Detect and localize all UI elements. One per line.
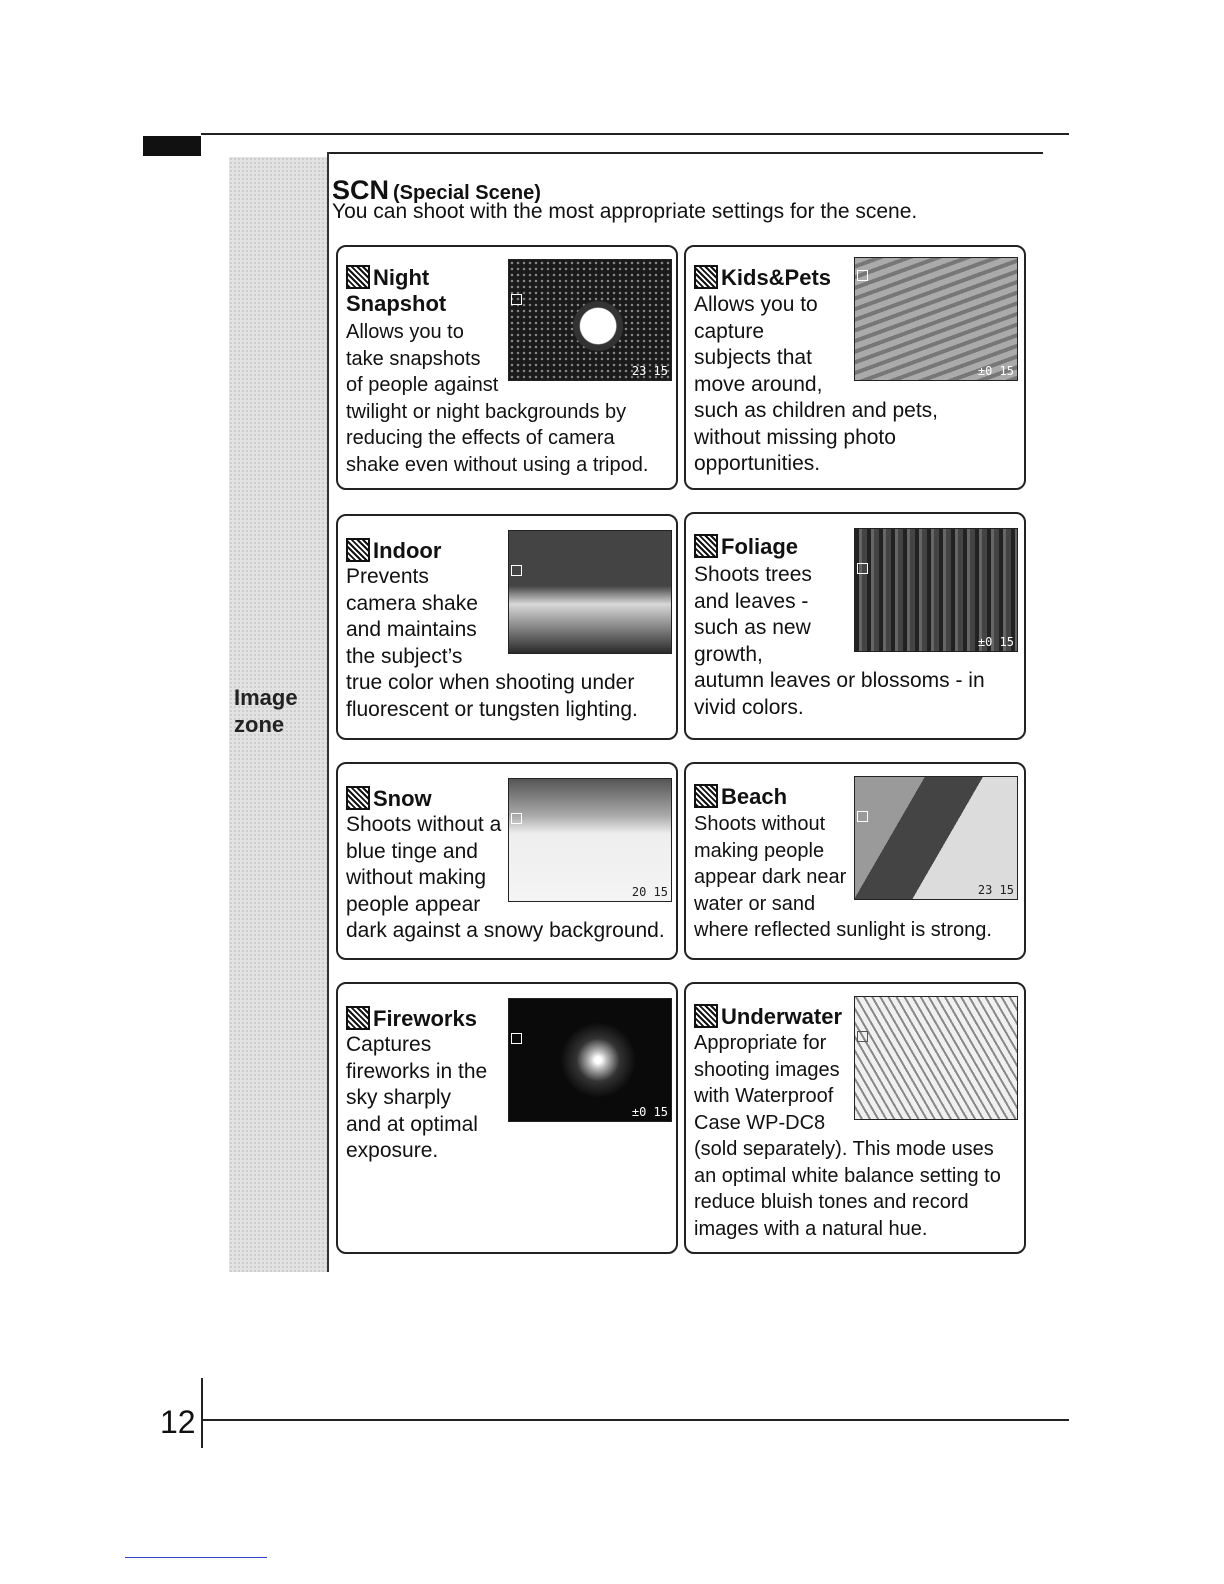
indicator-icon: [857, 270, 868, 281]
card-description: Captures fireworks in the sky sharply and at optimal exposure.: [346, 1033, 488, 1162]
card-title: Foliage: [694, 534, 798, 560]
night-snapshot-icon: [346, 265, 370, 289]
snow-thumbnail: 20 15: [508, 778, 672, 902]
beach-thumbnail: 23 15: [854, 776, 1018, 900]
footer-vertical-rule: [201, 1378, 203, 1448]
card-title: Fireworks: [346, 1006, 477, 1032]
header-rule: [201, 133, 1069, 135]
indicator-icon: [511, 294, 522, 305]
card-description: Allows you to capture subjects that move around, such as children and pets, without missing photo opportunities.: [694, 293, 938, 475]
page-number: 12: [160, 1404, 196, 1440]
card-title: Kids&Pets: [694, 265, 831, 291]
card-foliage: [684, 512, 1026, 740]
beach-icon: [694, 784, 718, 808]
card-description: Prevents camera shake and maintains the subject’s true color when shooting under fluorescent or tungsten lighting.: [346, 565, 638, 721]
section-rule: [327, 152, 1043, 154]
card-kids-pets: [684, 245, 1026, 490]
underwater-icon: [694, 1004, 718, 1028]
foliage-icon: [694, 534, 718, 558]
card-indoor: [336, 514, 678, 740]
card-description: Appropriate for shooting images with Waterproof Case WP-DC8 (sold separately). This mode uses an optimal white balance setting to reduce bluish tones and record images with a natural hue.: [694, 1032, 1001, 1240]
indicator-icon: [511, 1033, 522, 1044]
kids-pets-thumbnail: ±0 15: [854, 257, 1018, 381]
foliage-thumbnail: ±0 15: [854, 528, 1018, 652]
night-snapshot-thumbnail: 23 15: [508, 259, 672, 381]
card-title: Night Snapshot: [346, 265, 447, 316]
card-beach: [684, 762, 1026, 960]
card-description: Shoots without making people appear dark near water or sand where reflected sunlight is strong.: [694, 813, 992, 941]
header-bar: [143, 136, 201, 156]
kids-pets-icon: [694, 265, 718, 289]
card-snow: [336, 762, 678, 960]
snow-icon: [346, 786, 370, 810]
card-fireworks: [336, 982, 678, 1254]
zone-divider: [327, 152, 329, 1272]
card-title: Underwater: [694, 1004, 842, 1030]
card-night-snapshot: [336, 245, 678, 490]
indoor-icon: [346, 538, 370, 562]
card-underwater: [684, 982, 1026, 1254]
fireworks-icon: [346, 1006, 370, 1030]
card-title: Indoor: [346, 538, 441, 564]
scn-label: SCN: [332, 175, 390, 205]
fireworks-thumbnail: ±0 15: [508, 998, 672, 1122]
card-description: Shoots trees and leaves - such as new growth, autumn leaves or blossoms - in vivid colors.: [694, 563, 985, 719]
image-zone-label: Image zone: [234, 685, 298, 737]
scn-subtitle: (Special Scene): [393, 182, 541, 204]
intro-text: You can shoot with the most appropriate settings for the scene.: [332, 200, 918, 223]
card-title: Snow: [346, 786, 432, 812]
card-description: Shoots without a blue tinge and without making people appear dark against a snowy background.: [346, 813, 665, 942]
card-description: Allows you to take snapshots of people against twilight or night backgrounds by reducing the effects of camera shake even without using a tripod.: [346, 321, 649, 476]
card-title: Beach: [694, 784, 787, 810]
footer-rule: [201, 1419, 1069, 1421]
footer-underline: [125, 1557, 267, 1558]
